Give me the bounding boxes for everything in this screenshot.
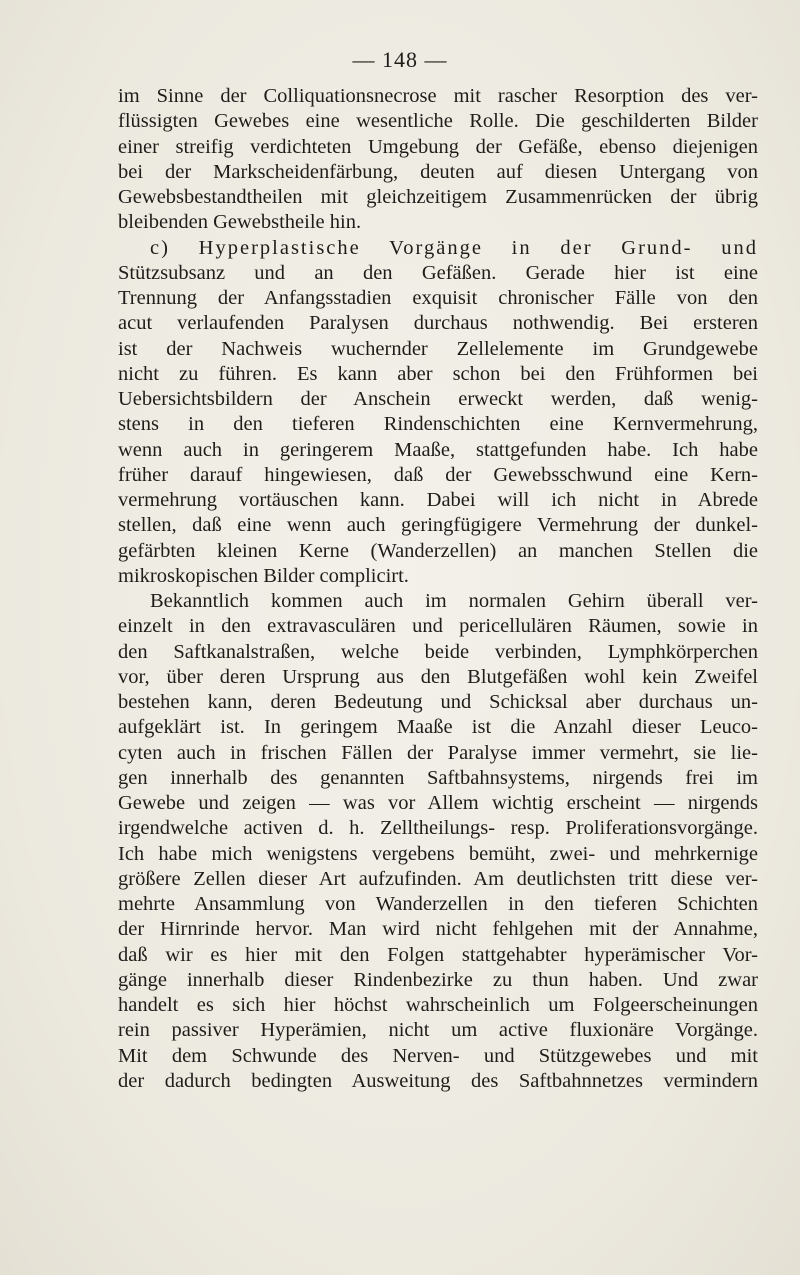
text-line: vermehrung vortäuschen kann. Dabei will ich nicht in Abrede <box>118 489 758 511</box>
text-line: irgendwelche activen d. h. Zelltheilungs- resp. Proliferationsvorgänge. <box>118 817 758 840</box>
body-text <box>118 84 758 1094</box>
text-line: Trennung der Anfangsstadien exquisit chronischer Fälle von den <box>118 287 758 309</box>
text-line: größere Zellen dieser Art aufzufinden. Am deutlichsten tritt diese ver- <box>118 867 758 890</box>
text-line: acut verlaufenden Paralysen durchaus nothwendig. Bei ersteren <box>118 312 758 335</box>
text-line: flüssigten Gewebes eine wesentliche Rolle. Die geschilderten Bilder <box>118 110 758 133</box>
text-line: einzelt in den extravasculären und pericellulären Räumen, sowie in <box>118 615 758 638</box>
text-line: mikroskopischen Bilder complicirt. <box>118 564 409 587</box>
text-line: Stützsubsanz und an den Gefäßen. Gerade hier ist eine <box>118 261 758 284</box>
text-line: bleibenden Gewebstheile hin. <box>118 211 362 234</box>
page-number: — 148 — <box>352 47 448 72</box>
text-line: im Sinne der Colliquationsnecrose mit rascher Resorption des ver- <box>118 85 758 107</box>
text-line: Ich habe mich wenigstens vergebens bemüht, zwei- und mehrkernige <box>118 842 758 865</box>
text-line: stellen, daß eine wenn auch geringfügigere Vermehrung der dunkel- <box>118 514 758 537</box>
text-line: gefärbten kleinen Kerne (Wanderzellen) an manchen Stellen die <box>118 539 758 562</box>
text-line: rein passiver Hyperämien, nicht um active fluxionäre Vorgänge. <box>118 1019 758 1042</box>
text-line: wenn auch in geringerem Maaße, stattgefunden habe. Ich habe <box>118 438 758 461</box>
text-line: daß wir es hier mit den Folgen stattgehabter hyperämischer Vor- <box>118 943 758 966</box>
text-line: früher darauf hingewiesen, daß der Gewebsschwund eine Kern- <box>118 463 758 486</box>
text-line: bestehen kann, deren Bedeutung und Schicksal aber durchaus un- <box>118 691 758 713</box>
text-line: einer streifig verdichteten Umgebung der Gefäße, ebenso diejenigen <box>118 135 758 158</box>
text-line: ist der Nachweis wuchernder Zellelemente im Grundgewebe <box>118 337 758 360</box>
text-line: der dadurch bedingten Ausweitung des Saftbahnnetzes vermindern <box>118 1069 758 1092</box>
text-line: Gewebsbestandtheilen mit gleichzeitigem Zusammenrücken der übrig <box>118 186 758 208</box>
text-line: den Saftkanalstraßen, welche beide verbinden, Lymphkörperchen <box>118 640 758 663</box>
text-line: Bekanntlich kommen auch im normalen Gehirn überall ver- <box>150 590 758 612</box>
text-line: vor, über deren Ursprung aus den Blutgefäßen wohl kein Zweifel <box>118 665 758 688</box>
text-line: aufgeklärt ist. In geringem Maaße ist die Anzahl dieser Leuco- <box>118 716 758 739</box>
text-line: cyten auch in frischen Fällen der Paralyse immer vermehrt, sie lie- <box>118 741 758 764</box>
section-heading-line: c) Hyperplastische Vorgänge in der Grund- und <box>150 236 758 259</box>
text-line: Mit dem Schwunde des Nerven- und Stützgewebes und mit <box>118 1044 758 1067</box>
text-line: nicht zu führen. Es kann aber schon bei den Frühformen bei <box>118 362 758 385</box>
text-line: mehrte Ansammlung von Wanderzellen in den tieferen Schichten <box>118 893 758 915</box>
text-line: gänge innerhalb dieser Rindenbezirke zu thun haben. Und zwar <box>118 968 758 991</box>
text-line: Gewebe und zeigen — was vor Allem wichtig erscheint — nirgends <box>118 792 758 814</box>
text-line: der Hirnrinde hervor. Man wird nicht fehlgehen mit der Annahme, <box>118 918 758 941</box>
text-line: stens in den tieferen Rindenschichten eine Kernvermehrung, <box>118 413 758 436</box>
text-line: bei der Markscheidenfärbung, deuten auf diesen Untergang von <box>118 160 758 183</box>
text-line: gen innerhalb des genannten Saftbahnsystems, nirgends frei im <box>118 766 758 789</box>
text-line: handelt es sich hier höchst wahrscheinlich um Folgeerscheinungen <box>118 994 758 1016</box>
text-line: Uebersichtsbildern der Anschein erweckt werden, daß wenig- <box>118 388 758 410</box>
